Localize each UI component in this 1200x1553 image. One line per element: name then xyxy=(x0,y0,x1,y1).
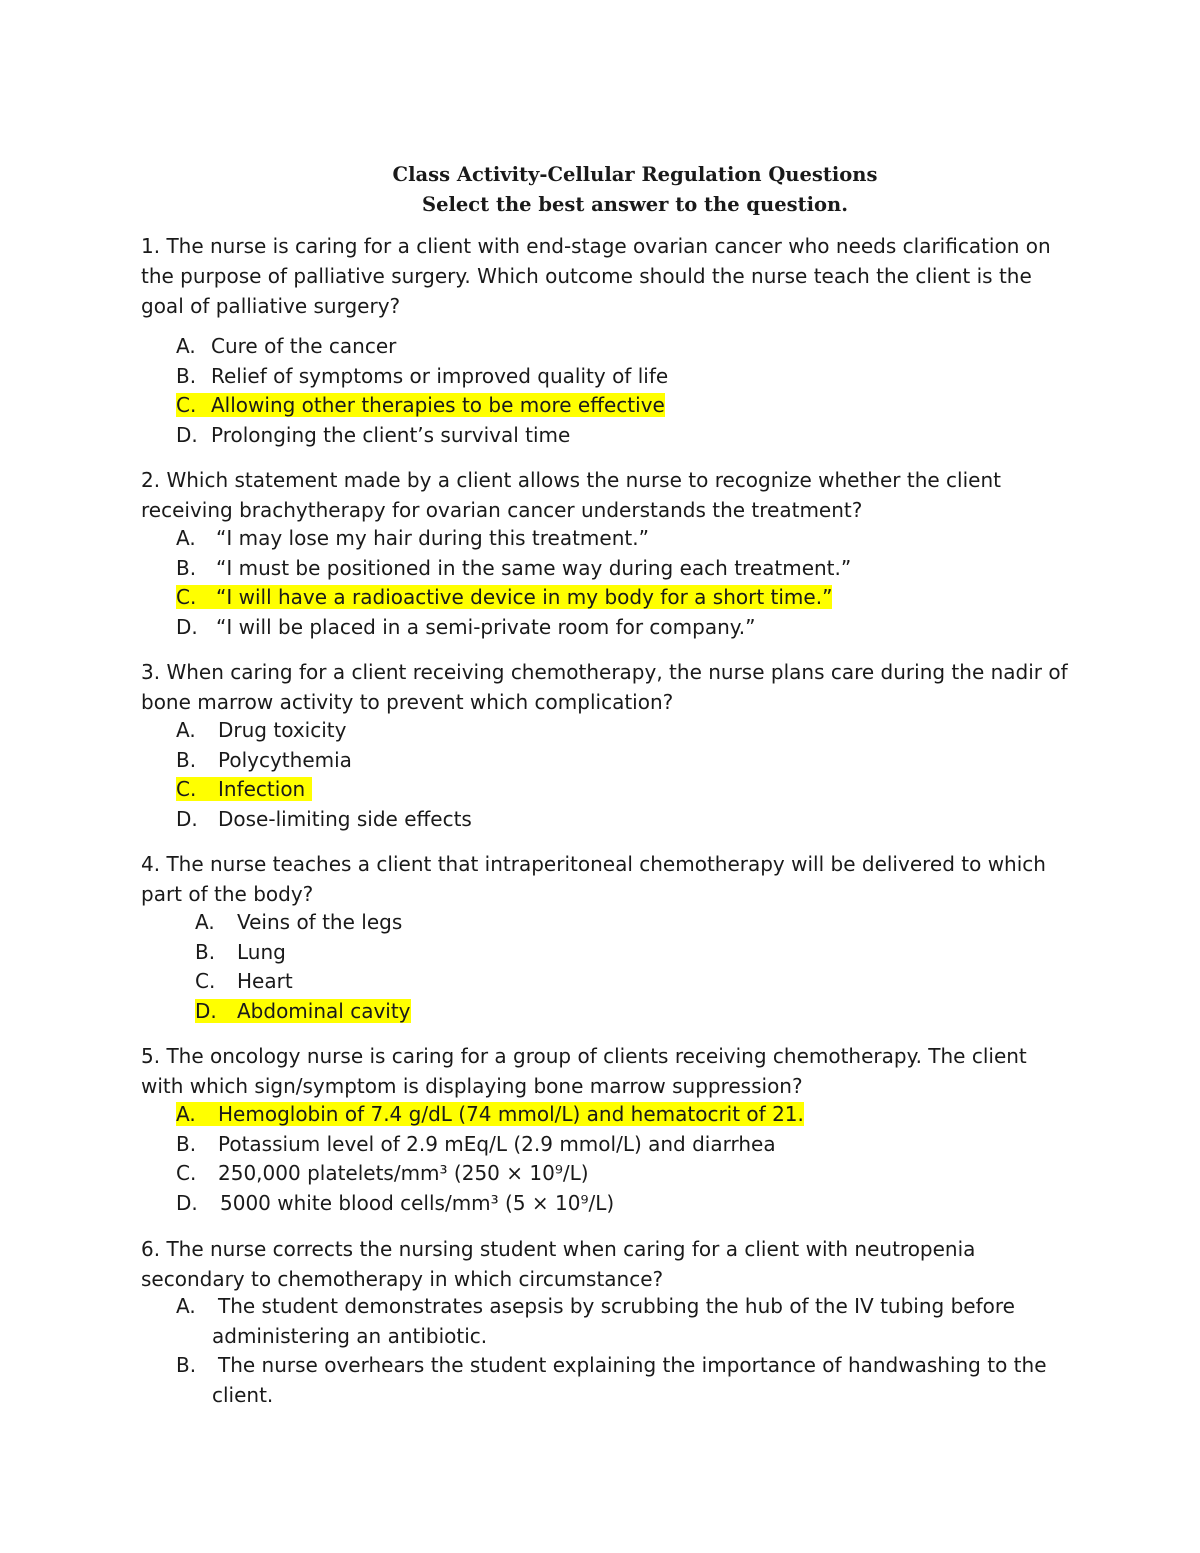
question-1-stem: 1. The nurse is caring for a client with end-stage ovarian cancer who needs clarification on the purpose of palliative surgery. Which outcome should the nurse teach the client is the goal of palliative surgery? xyxy=(141,234,1051,318)
question-5-options xyxy=(176,1100,804,1218)
question-4-option-d: D. Abdominal cavity xyxy=(195,998,411,1023)
page-subtitle: Select the best answer to the question. xyxy=(422,193,848,216)
question-2-stem: 2. Which statement made by a client allows the nurse to recognize whether the client receiving brachytherapy for ovarian cancer understands the treatment? xyxy=(141,468,1001,522)
question-6-option-b: B. The nurse overhears the student explaining the importance of handwashing to the client. xyxy=(176,1353,1047,1407)
question-2-option-d: D. “I will be placed in a semi-private room for company.” xyxy=(176,614,756,639)
question-6-options xyxy=(176,1292,1056,1410)
question-3-option-b: B. Polycythemia xyxy=(176,747,352,772)
title-block xyxy=(0,160,1200,220)
question-2-option-a: A. “I may lose my hair during this treatment.” xyxy=(176,526,649,550)
question-5-option-b: B. Potassium level of 2.9 mEq/L (2.9 mmol/L) and diarrhea xyxy=(176,1131,776,1156)
question-1-option-c: C. Allowing other therapies to be more effective xyxy=(176,393,665,417)
question-3-option-a: A. Drug toxicity xyxy=(176,718,347,742)
question-4-option-b: B. Lung xyxy=(195,939,286,964)
question-2-options xyxy=(176,524,851,642)
question-1-options xyxy=(176,332,668,450)
question-1-option-a: A. Cure of the cancer xyxy=(176,334,397,358)
question-3-option-c: C. Infection xyxy=(176,775,472,805)
question-4-option-c: C. Heart xyxy=(195,969,293,993)
question-3-options xyxy=(176,716,472,834)
question-3-option-d: D. Dose-limiting side effects xyxy=(176,806,472,831)
question-5-stem: 5. The oncology nurse is caring for a group of clients receiving chemotherapy. The client with which sign/symptom is displaying bone marrow suppression? xyxy=(141,1044,1027,1098)
question-6-stem: 6. The nurse corrects the nursing student when caring for a client with neutropenia secondary to chemotherapy in which circumstance? xyxy=(141,1237,976,1291)
question-4-options xyxy=(195,908,411,1026)
question-2-option-c: C. “I will have a radioactive device in my body for a short time.” xyxy=(176,585,833,609)
page-title: Class Activity-Cellular Regulation Questions xyxy=(392,163,878,186)
question-1-option-b: B. Relief of symptoms or improved quality of life xyxy=(176,363,669,388)
question-4-stem: 4. The nurse teaches a client that intraperitoneal chemotherapy will be delivered to which part of the body? xyxy=(141,852,1046,906)
question-2-option-b: B. “I must be positioned in the same way during each treatment.” xyxy=(176,555,852,580)
question-3-stem: 3. When caring for a client receiving chemotherapy, the nurse plans care during the nadir of bone marrow activity to prevent which complication? xyxy=(141,660,1068,714)
question-6-option-a: A. The student demonstrates asepsis by scrubbing the hub of the IV tubing before administering an antibiotic. xyxy=(176,1294,1015,1348)
question-4-option-a: A. Veins of the legs xyxy=(195,910,403,934)
question-1-option-d: D. Prolonging the client’s survival time xyxy=(176,422,571,447)
question-5-option-d: D. 5000 white blood cells/mm³ (5 × 10⁹/L) xyxy=(176,1190,615,1215)
question-5-option-a: A. Hemoglobin of 7.4 g/dL (74 mmol/L) and hematocrit of 21. xyxy=(176,1102,804,1126)
question-5-option-c: C. 250,000 platelets/mm³ (250 × 10⁹/L) xyxy=(176,1161,589,1185)
